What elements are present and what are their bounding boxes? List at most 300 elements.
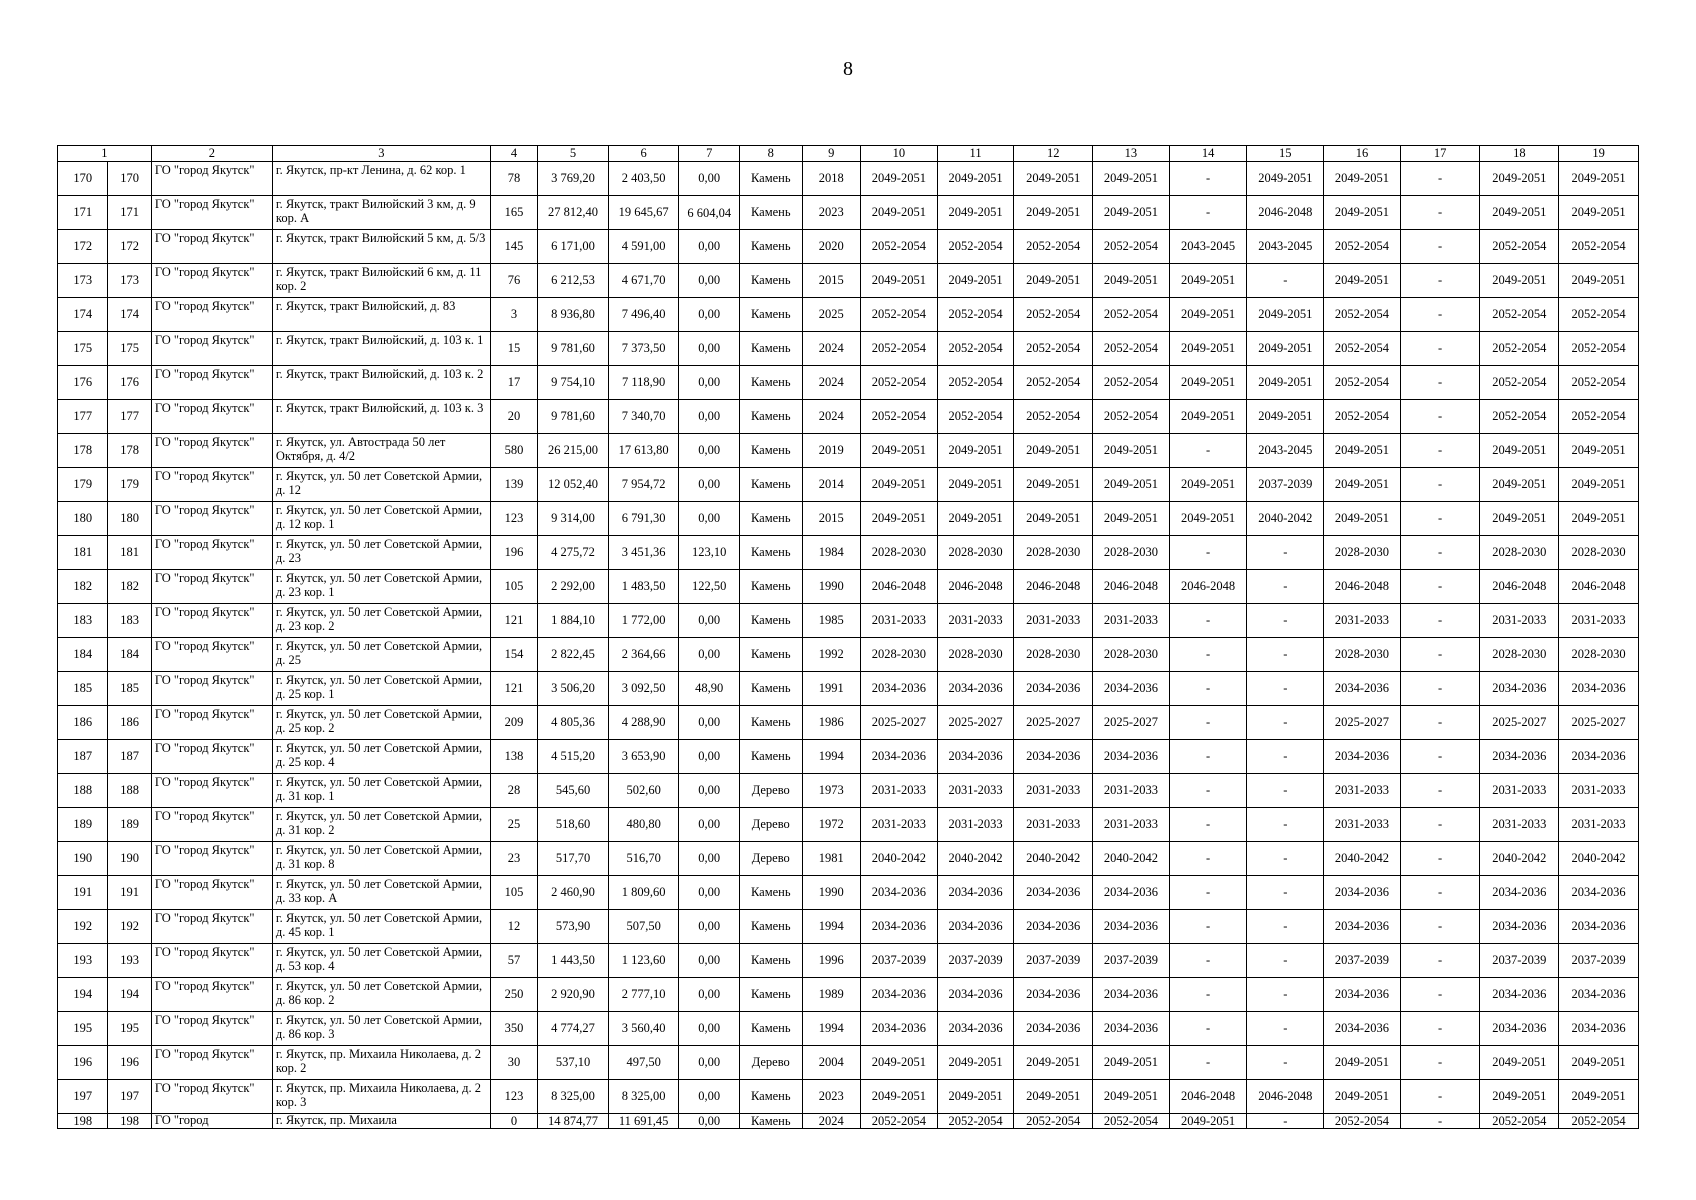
table-cell: 2049-2051 bbox=[1014, 264, 1093, 298]
table-cell: г. Якутск, тракт Вилюйский, д. 83 bbox=[272, 298, 490, 332]
table-cell: г. Якутск, ул. 50 лет Советской Армии, д. 86 кор. 2 bbox=[272, 978, 490, 1012]
table-cell: 0,00 bbox=[679, 604, 740, 638]
table-cell: 497,50 bbox=[608, 1046, 679, 1080]
table-cell: - bbox=[1169, 604, 1247, 638]
table-cell: Камень bbox=[739, 570, 802, 604]
table-cell: 121 bbox=[490, 672, 537, 706]
table-cell: ГО "город bbox=[151, 1114, 272, 1129]
table-cell: 2034-2036 bbox=[1014, 1012, 1093, 1046]
table-cell: 171 bbox=[108, 196, 151, 230]
table-cell: 2015 bbox=[802, 264, 861, 298]
table-cell: 2025-2027 bbox=[861, 706, 938, 740]
column-header-16: 16 bbox=[1324, 146, 1401, 162]
table-cell: 250 bbox=[490, 978, 537, 1012]
table-row bbox=[58, 332, 1639, 366]
table-row bbox=[58, 774, 1639, 808]
table-cell: 182 bbox=[58, 570, 108, 604]
table-cell: 4 288,90 bbox=[608, 706, 679, 740]
table-cell: 2052-2054 bbox=[1093, 230, 1170, 264]
table-cell: 6 604,04 bbox=[679, 196, 740, 230]
table-cell: 172 bbox=[108, 230, 151, 264]
table-cell: 0,00 bbox=[679, 264, 740, 298]
table-cell: Камень bbox=[739, 332, 802, 366]
table-cell: 2049-2051 bbox=[937, 502, 1014, 536]
column-number-header bbox=[58, 146, 1639, 162]
table-cell: 2052-2054 bbox=[1480, 366, 1559, 400]
table-cell: - bbox=[1400, 910, 1480, 944]
table-cell: 1 123,60 bbox=[608, 944, 679, 978]
table-cell: - bbox=[1169, 876, 1247, 910]
table-row bbox=[58, 162, 1639, 196]
table-cell: 2052-2054 bbox=[1559, 366, 1639, 400]
table-cell: 2049-2051 bbox=[1559, 502, 1639, 536]
table-cell: 2034-2036 bbox=[1093, 1012, 1170, 1046]
table-cell: 2049-2051 bbox=[1324, 1046, 1401, 1080]
table-cell: 1 483,50 bbox=[608, 570, 679, 604]
column-header-1: 1 bbox=[58, 146, 152, 162]
table-cell: 2034-2036 bbox=[1014, 876, 1093, 910]
table-cell: 184 bbox=[58, 638, 108, 672]
table-cell: 2025-2027 bbox=[1014, 706, 1093, 740]
table-cell: 30 bbox=[490, 1046, 537, 1080]
table-cell: 2052-2054 bbox=[1559, 400, 1639, 434]
table-cell: 2024 bbox=[802, 332, 861, 366]
column-header-3: 3 bbox=[272, 146, 490, 162]
table-cell: г. Якутск, тракт Вилюйский, д. 103 к. 2 bbox=[272, 366, 490, 400]
table-cell: 2049-2051 bbox=[1169, 264, 1247, 298]
table-cell: - bbox=[1247, 264, 1324, 298]
table-cell: 57 bbox=[490, 944, 537, 978]
column-header-7: 7 bbox=[679, 146, 740, 162]
table-cell: 2052-2054 bbox=[1093, 400, 1170, 434]
table-cell: 2049-2051 bbox=[1014, 502, 1093, 536]
table-cell: 2049-2051 bbox=[1559, 434, 1639, 468]
table-cell: 194 bbox=[58, 978, 108, 1012]
table-cell: 2049-2051 bbox=[861, 1080, 938, 1114]
table-cell: 2037-2039 bbox=[1480, 944, 1559, 978]
table-cell: г. Якутск, ул. 50 лет Советской Армии, д. 53 кор. 4 bbox=[272, 944, 490, 978]
table-cell: ГО "город Якутск" bbox=[151, 162, 272, 196]
table-cell: - bbox=[1247, 1012, 1324, 1046]
table-cell: 2034-2036 bbox=[1480, 1012, 1559, 1046]
table-cell: 2040-2042 bbox=[1093, 842, 1170, 876]
table-cell: - bbox=[1400, 536, 1480, 570]
table-cell: 187 bbox=[108, 740, 151, 774]
table-cell: 139 bbox=[490, 468, 537, 502]
table-cell: - bbox=[1169, 706, 1247, 740]
table-cell: 2052-2054 bbox=[1324, 1114, 1401, 1129]
table-cell: 194 bbox=[108, 978, 151, 1012]
table-cell: 2046-2048 bbox=[1480, 570, 1559, 604]
table-cell: 186 bbox=[58, 706, 108, 740]
table-cell: 2034-2036 bbox=[1014, 978, 1093, 1012]
table-cell: 1994 bbox=[802, 1012, 861, 1046]
table-cell: 2052-2054 bbox=[1480, 332, 1559, 366]
table-cell: 1981 bbox=[802, 842, 861, 876]
table-cell: 4 275,72 bbox=[538, 536, 609, 570]
table-cell: 0,00 bbox=[679, 502, 740, 536]
table-cell: 2049-2051 bbox=[861, 162, 938, 196]
table-cell: Камень bbox=[739, 400, 802, 434]
table-cell: - bbox=[1400, 264, 1480, 298]
table-cell: 25 bbox=[490, 808, 537, 842]
table-cell: 2049-2051 bbox=[1169, 1114, 1247, 1129]
table-cell: 3 506,20 bbox=[538, 672, 609, 706]
table-cell: 2034-2036 bbox=[1093, 978, 1170, 1012]
table-cell: - bbox=[1169, 196, 1247, 230]
table-cell: 2049-2051 bbox=[1014, 196, 1093, 230]
table-cell: 1992 bbox=[802, 638, 861, 672]
table-cell: 170 bbox=[58, 162, 108, 196]
table-cell: 2049-2051 bbox=[1093, 196, 1170, 230]
table-cell: 0,00 bbox=[679, 1080, 740, 1114]
table-cell: 6 791,30 bbox=[608, 502, 679, 536]
table-cell: - bbox=[1400, 740, 1480, 774]
table-cell: 2031-2033 bbox=[1559, 808, 1639, 842]
table-cell: 123 bbox=[490, 502, 537, 536]
table-row bbox=[58, 910, 1639, 944]
table-cell: - bbox=[1169, 434, 1247, 468]
table-cell: 2052-2054 bbox=[1480, 298, 1559, 332]
table-cell: 2052-2054 bbox=[1093, 298, 1170, 332]
table-cell: 195 bbox=[108, 1012, 151, 1046]
table-cell: 2049-2051 bbox=[1559, 1046, 1639, 1080]
table-cell: 2046-2048 bbox=[1559, 570, 1639, 604]
table-cell: 1984 bbox=[802, 536, 861, 570]
table-cell: 192 bbox=[58, 910, 108, 944]
table-cell: 0,00 bbox=[679, 1012, 740, 1046]
table-cell: 2049-2051 bbox=[1169, 468, 1247, 502]
table-cell: ГО "город Якутск" bbox=[151, 434, 272, 468]
table-row bbox=[58, 298, 1639, 332]
table-cell: 173 bbox=[58, 264, 108, 298]
table-cell: 184 bbox=[108, 638, 151, 672]
table-cell: 2031-2033 bbox=[861, 604, 938, 638]
table-cell: 2046-2048 bbox=[1093, 570, 1170, 604]
table-cell: 14 874,77 bbox=[538, 1114, 609, 1129]
column-header-10: 10 bbox=[861, 146, 938, 162]
table-cell: 2049-2051 bbox=[1559, 196, 1639, 230]
table-cell: 2031-2033 bbox=[861, 808, 938, 842]
table-cell: 2031-2033 bbox=[1093, 604, 1170, 638]
table-cell: 2025-2027 bbox=[937, 706, 1014, 740]
table-cell: 8 936,80 bbox=[538, 298, 609, 332]
table-cell: ГО "город Якутск" bbox=[151, 196, 272, 230]
table-cell: 2031-2033 bbox=[1559, 774, 1639, 808]
table-cell: - bbox=[1169, 944, 1247, 978]
table-cell: 9 754,10 bbox=[538, 366, 609, 400]
table-cell: - bbox=[1169, 740, 1247, 774]
table-cell: 0,00 bbox=[679, 162, 740, 196]
table-cell: 3 bbox=[490, 298, 537, 332]
table-cell: 3 560,40 bbox=[608, 1012, 679, 1046]
table-cell: 2052-2054 bbox=[937, 230, 1014, 264]
column-header-9: 9 bbox=[802, 146, 861, 162]
table-cell: 2028-2030 bbox=[1480, 638, 1559, 672]
table-cell: 2031-2033 bbox=[1014, 774, 1093, 808]
table-cell: 1986 bbox=[802, 706, 861, 740]
table-cell: 2025-2027 bbox=[1324, 706, 1401, 740]
table-cell: 2049-2051 bbox=[1169, 298, 1247, 332]
table-cell: - bbox=[1400, 944, 1480, 978]
table-cell: 0,00 bbox=[679, 332, 740, 366]
table-cell: 2049-2051 bbox=[861, 1046, 938, 1080]
table-cell: 2024 bbox=[802, 1114, 861, 1129]
table-cell: 180 bbox=[58, 502, 108, 536]
table-cell: - bbox=[1400, 162, 1480, 196]
table-cell: 2049-2051 bbox=[1093, 434, 1170, 468]
table-cell: 176 bbox=[108, 366, 151, 400]
table-cell: 537,10 bbox=[538, 1046, 609, 1080]
table-cell: 2049-2051 bbox=[1014, 468, 1093, 502]
table-cell: Камень bbox=[739, 468, 802, 502]
table-cell: 78 bbox=[490, 162, 537, 196]
table-cell: 2034-2036 bbox=[1559, 910, 1639, 944]
table-cell: г. Якутск, ул. 50 лет Советской Армии, д. 25 кор. 4 bbox=[272, 740, 490, 774]
table-cell: 2034-2036 bbox=[1559, 876, 1639, 910]
table-cell: 518,60 bbox=[538, 808, 609, 842]
table-cell: 2040-2042 bbox=[1480, 842, 1559, 876]
table-cell: 1 772,00 bbox=[608, 604, 679, 638]
table-cell: 3 769,20 bbox=[538, 162, 609, 196]
table-cell: 2052-2054 bbox=[1093, 332, 1170, 366]
table-cell: 195 bbox=[58, 1012, 108, 1046]
table-row bbox=[58, 230, 1639, 264]
table-cell: 2052-2054 bbox=[937, 332, 1014, 366]
table-cell: 7 340,70 bbox=[608, 400, 679, 434]
table-cell: - bbox=[1400, 570, 1480, 604]
table-cell: 23 bbox=[490, 842, 537, 876]
table-cell: 179 bbox=[108, 468, 151, 502]
table-row bbox=[58, 366, 1639, 400]
table-cell: - bbox=[1400, 1114, 1480, 1129]
table-cell: Камень bbox=[739, 604, 802, 638]
table-cell: 138 bbox=[490, 740, 537, 774]
table-cell: 2046-2048 bbox=[1324, 570, 1401, 604]
table-cell: ГО "город Якутск" bbox=[151, 604, 272, 638]
table-cell: ГО "город Якутск" bbox=[151, 468, 272, 502]
table-cell: ГО "город Якутск" bbox=[151, 910, 272, 944]
table-cell: 2034-2036 bbox=[1014, 910, 1093, 944]
table-cell: Камень bbox=[739, 196, 802, 230]
table-cell: 188 bbox=[58, 774, 108, 808]
table-row bbox=[58, 944, 1639, 978]
table-cell: 2037-2039 bbox=[1014, 944, 1093, 978]
column-header-12: 12 bbox=[1014, 146, 1093, 162]
table-cell: 350 bbox=[490, 1012, 537, 1046]
table-cell: 0,00 bbox=[679, 434, 740, 468]
table-cell: 20 bbox=[490, 400, 537, 434]
table-cell: 2028-2030 bbox=[861, 638, 938, 672]
table-cell: 2046-2048 bbox=[1247, 196, 1324, 230]
table-cell: Камень bbox=[739, 434, 802, 468]
column-header-5: 5 bbox=[538, 146, 609, 162]
table-cell: 198 bbox=[108, 1114, 151, 1129]
table-cell: Камень bbox=[739, 1114, 802, 1129]
table-cell: Дерево bbox=[739, 842, 802, 876]
column-header-19: 19 bbox=[1559, 146, 1639, 162]
table-cell: 2034-2036 bbox=[1093, 876, 1170, 910]
table-cell: 26 215,00 bbox=[538, 434, 609, 468]
table-cell: 196 bbox=[108, 1046, 151, 1080]
column-header-2: 2 bbox=[151, 146, 272, 162]
table-cell: 1990 bbox=[802, 876, 861, 910]
table-cell: ГО "город Якутск" bbox=[151, 400, 272, 434]
table-cell: 2052-2054 bbox=[1480, 230, 1559, 264]
table-cell: - bbox=[1169, 672, 1247, 706]
table-cell: г. Якутск, тракт Вилюйский 5 км, д. 5/3 bbox=[272, 230, 490, 264]
table-cell: 2034-2036 bbox=[937, 910, 1014, 944]
table-cell: 2052-2054 bbox=[1324, 400, 1401, 434]
table-cell: 2034-2036 bbox=[1559, 672, 1639, 706]
table-cell: 165 bbox=[490, 196, 537, 230]
column-header-11: 11 bbox=[937, 146, 1014, 162]
table-cell: 2034-2036 bbox=[861, 876, 938, 910]
table-cell: Камень bbox=[739, 740, 802, 774]
table-cell: г. Якутск, ул. 50 лет Советской Армии, д. 31 кор. 2 bbox=[272, 808, 490, 842]
table-cell: 2049-2051 bbox=[1559, 468, 1639, 502]
table-cell: - bbox=[1247, 944, 1324, 978]
table-cell: 122,50 bbox=[679, 570, 740, 604]
table-cell: - bbox=[1169, 910, 1247, 944]
table-cell: 183 bbox=[58, 604, 108, 638]
table-cell: 2031-2033 bbox=[1480, 774, 1559, 808]
table-cell: 502,60 bbox=[608, 774, 679, 808]
table-cell: 2049-2051 bbox=[1093, 162, 1170, 196]
table-cell: 2049-2051 bbox=[937, 1080, 1014, 1114]
table-cell: 2049-2051 bbox=[1324, 502, 1401, 536]
table-cell: 2028-2030 bbox=[1093, 638, 1170, 672]
table-cell: 17 bbox=[490, 366, 537, 400]
table-cell: 2049-2051 bbox=[937, 434, 1014, 468]
table-cell: - bbox=[1169, 1012, 1247, 1046]
table-cell: 0,00 bbox=[679, 740, 740, 774]
table-cell: 2034-2036 bbox=[1480, 978, 1559, 1012]
table-cell: - bbox=[1247, 706, 1324, 740]
table-cell: 178 bbox=[108, 434, 151, 468]
table-cell: 6 212,53 bbox=[538, 264, 609, 298]
table-cell: ГО "город Якутск" bbox=[151, 978, 272, 1012]
table-row bbox=[58, 468, 1639, 502]
table-cell: 2034-2036 bbox=[1014, 740, 1093, 774]
table-cell: 2031-2033 bbox=[1480, 604, 1559, 638]
table-cell: 2049-2051 bbox=[1169, 366, 1247, 400]
table-cell: 2 822,45 bbox=[538, 638, 609, 672]
table-cell: 123 bbox=[490, 1080, 537, 1114]
table-cell: 2034-2036 bbox=[1324, 740, 1401, 774]
table-cell: 2049-2051 bbox=[1559, 162, 1639, 196]
table-cell: г. Якутск, тракт Вилюйский 6 км, д. 11 кор. 2 bbox=[272, 264, 490, 298]
table-cell: ГО "город Якутск" bbox=[151, 638, 272, 672]
table-cell: 2049-2051 bbox=[1014, 162, 1093, 196]
table-cell: 2034-2036 bbox=[1093, 672, 1170, 706]
table-cell: - bbox=[1247, 570, 1324, 604]
table-cell: г. Якутск, тракт Вилюйский, д. 103 к. 3 bbox=[272, 400, 490, 434]
table-cell: 2028-2030 bbox=[1480, 536, 1559, 570]
table-cell: - bbox=[1169, 1046, 1247, 1080]
table-cell: 2037-2039 bbox=[937, 944, 1014, 978]
table-cell: 0,00 bbox=[679, 910, 740, 944]
table-cell: 2049-2051 bbox=[1014, 1046, 1093, 1080]
table-cell: 0,00 bbox=[679, 298, 740, 332]
table-row bbox=[58, 808, 1639, 842]
table-cell: 7 373,50 bbox=[608, 332, 679, 366]
table-cell: Дерево bbox=[739, 774, 802, 808]
table-cell: Камень bbox=[739, 706, 802, 740]
table-cell: 2034-2036 bbox=[861, 1012, 938, 1046]
table-cell: 0,00 bbox=[679, 1114, 740, 1129]
table-cell: 2052-2054 bbox=[1559, 332, 1639, 366]
table-cell: 2049-2051 bbox=[937, 468, 1014, 502]
table-cell: 0,00 bbox=[679, 808, 740, 842]
table-cell: - bbox=[1247, 1046, 1324, 1080]
table-cell: 2049-2051 bbox=[1169, 502, 1247, 536]
table-cell: Камень bbox=[739, 264, 802, 298]
table-cell: 181 bbox=[108, 536, 151, 570]
table-row bbox=[58, 570, 1639, 604]
table-row bbox=[58, 876, 1639, 910]
table-cell: 2052-2054 bbox=[1014, 400, 1093, 434]
table-cell: 4 805,36 bbox=[538, 706, 609, 740]
table-cell: 2052-2054 bbox=[861, 1114, 938, 1129]
table-cell: г. Якутск, ул. 50 лет Советской Армии, д. 25 кор. 2 bbox=[272, 706, 490, 740]
table-cell: 2049-2051 bbox=[1324, 264, 1401, 298]
table-cell: ГО "город Якутск" bbox=[151, 502, 272, 536]
table-cell: 2037-2039 bbox=[1247, 468, 1324, 502]
column-header-18: 18 bbox=[1480, 146, 1559, 162]
table-cell: 2049-2051 bbox=[1247, 162, 1324, 196]
table-cell: 183 bbox=[108, 604, 151, 638]
table-cell: 2049-2051 bbox=[861, 502, 938, 536]
table-cell: Камень bbox=[739, 978, 802, 1012]
table-cell: 2049-2051 bbox=[1480, 162, 1559, 196]
table-cell: ГО "город Якутск" bbox=[151, 536, 272, 570]
table-cell: 188 bbox=[108, 774, 151, 808]
table-cell: - bbox=[1400, 1012, 1480, 1046]
table-cell: 2015 bbox=[802, 502, 861, 536]
table-cell: 2046-2048 bbox=[937, 570, 1014, 604]
table-cell: 2034-2036 bbox=[1480, 910, 1559, 944]
table-cell: 2049-2051 bbox=[1559, 264, 1639, 298]
table-cell: Камень bbox=[739, 162, 802, 196]
table-cell: 12 bbox=[490, 910, 537, 944]
table-cell: 2025-2027 bbox=[1093, 706, 1170, 740]
table-cell: 2049-2051 bbox=[1093, 1080, 1170, 1114]
table-row bbox=[58, 978, 1639, 1012]
table-cell: 1973 bbox=[802, 774, 861, 808]
table-cell: 190 bbox=[58, 842, 108, 876]
table-cell: г. Якутск, тракт Вилюйский 3 км, д. 9 кор. А bbox=[272, 196, 490, 230]
table-cell: ГО "город Якутск" bbox=[151, 842, 272, 876]
table-cell: ГО "город Якутск" bbox=[151, 740, 272, 774]
table-cell: 2025 bbox=[802, 298, 861, 332]
table-cell: 2049-2051 bbox=[1247, 366, 1324, 400]
table-cell: 2 920,90 bbox=[538, 978, 609, 1012]
table-cell: 180 bbox=[108, 502, 151, 536]
table-cell: - bbox=[1400, 434, 1480, 468]
table-cell: 1996 bbox=[802, 944, 861, 978]
column-header-15: 15 bbox=[1247, 146, 1324, 162]
table-cell: Камень bbox=[739, 944, 802, 978]
table-cell: 3 451,36 bbox=[608, 536, 679, 570]
table-cell: 516,70 bbox=[608, 842, 679, 876]
table-cell: 2034-2036 bbox=[1093, 740, 1170, 774]
table-cell: 507,50 bbox=[608, 910, 679, 944]
table-cell: 0,00 bbox=[679, 230, 740, 264]
table-cell: Камень bbox=[739, 1012, 802, 1046]
table-cell: 2040-2042 bbox=[937, 842, 1014, 876]
table-cell: - bbox=[1247, 740, 1324, 774]
